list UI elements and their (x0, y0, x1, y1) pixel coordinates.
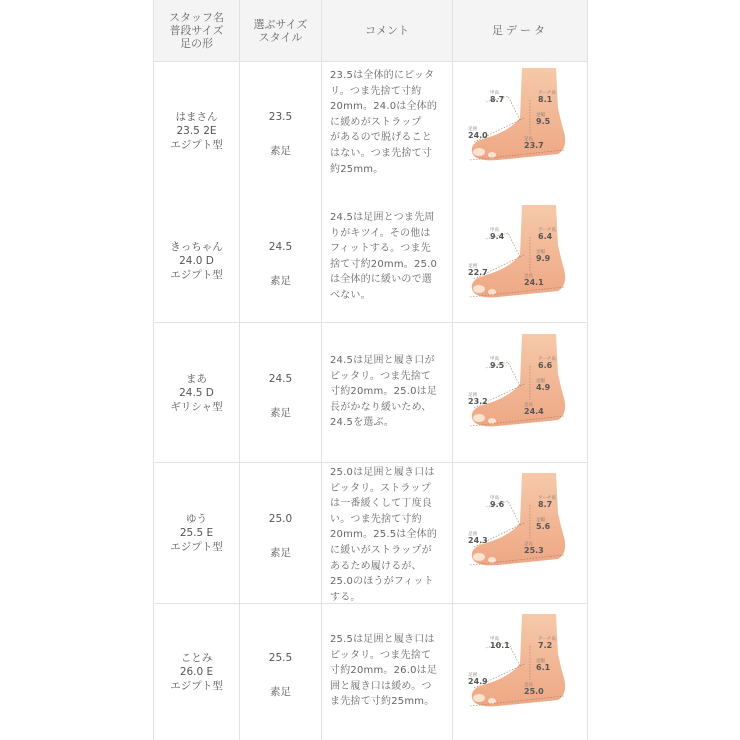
comment-line: 約25mm。 (330, 163, 384, 175)
measurement-label: アーチ高 (538, 357, 556, 362)
comment-line: 25.0のほうがフィット (330, 576, 434, 588)
comment-line: ピッタリ。つま先捨て (330, 370, 432, 382)
measurement-label: 甲高 (490, 357, 499, 362)
measurement-label: 甲高 (490, 637, 499, 642)
comment-line: 25.5は足囲と履き口は (330, 634, 435, 645)
measurement-value: 23.7 (524, 141, 544, 150)
measurement-value: 24.1 (524, 278, 544, 287)
comment-text (330, 353, 448, 431)
measurement-label: 甲高 (490, 228, 499, 233)
comment-line: リ。つま先捨て寸約 (330, 85, 422, 97)
foot-silhouette (472, 205, 565, 297)
measurement-value: 5.6 (536, 522, 551, 531)
measurement-value: 24.3 (468, 536, 488, 545)
measurement-value: 6.4 (538, 232, 553, 241)
measurement-value: 9.4 (490, 232, 505, 241)
comment-line: りがキツイ。その他は (330, 227, 431, 239)
measurement-label: 甲高 (490, 496, 499, 501)
measurement-value: 8.7 (490, 95, 505, 104)
staff-cell (154, 62, 239, 200)
style-label: 素足 (270, 275, 291, 287)
foot-diagram (464, 614, 579, 709)
chosen-size: 24.5 (268, 372, 293, 385)
measurement-value: 8.1 (538, 95, 553, 104)
toenail-shape (473, 553, 485, 561)
comment-line: があるので脱げること (330, 132, 432, 144)
staff-cell (154, 323, 239, 462)
foot-silhouette (472, 473, 565, 565)
measurement-value: 6.6 (538, 361, 553, 370)
foot-diagram (464, 68, 579, 163)
column-divider (452, 0, 453, 740)
measurement-label: 足長 (524, 403, 533, 408)
staff-cell (154, 200, 239, 322)
header-comment: コメント (365, 24, 409, 37)
column-divider (321, 0, 322, 740)
measurement-value: 8.7 (538, 500, 553, 509)
staff-name: ゆう (186, 513, 207, 525)
staff-usual: 25.5 E (179, 527, 214, 539)
measurement-value: 7.2 (538, 641, 553, 650)
comment-line: 25.0は足囲と履き口は (330, 467, 435, 478)
staff-name: まあ (185, 372, 207, 385)
header-size-line: 選ぶサイズ (253, 17, 308, 31)
measurement-value: 9.9 (536, 254, 551, 263)
header-staff-line: 足の形 (180, 37, 213, 50)
comment-line: はない。つま先捨て寸 (330, 147, 432, 159)
toenail-shape (473, 148, 485, 156)
measurement-label: 足長 (524, 274, 533, 279)
comment-line: 24.5を選ぶ。 (330, 417, 395, 429)
comment-line: 長がかなり緩いため、 (330, 401, 432, 413)
comment-line: ピッタリ。つま先捨て (330, 649, 432, 661)
foot-silhouette (472, 68, 565, 160)
comment-line: い。つま先捨て寸約 (330, 513, 422, 525)
comment-line: は全体的に緩いので選 (330, 274, 432, 286)
chosen-size: 25.5 (268, 652, 293, 664)
toenail-shape (473, 414, 485, 422)
header-staff (154, 0, 239, 61)
measurement-value: 4.9 (536, 383, 551, 392)
chosen-size: 23.5 (268, 111, 293, 123)
measurement-value: 10.1 (490, 641, 510, 650)
measurement-label: 足囲 (468, 673, 477, 678)
header-foot-data: 足データ (492, 24, 548, 37)
chosen-size: 25.0 (268, 513, 293, 525)
measurement-value: 24.0 (468, 131, 488, 140)
header-staff-line: スタッフ名 (169, 11, 224, 24)
measurement-label: 足幅 (536, 113, 545, 118)
table-header (154, 0, 587, 61)
staff-usual: 26.0 E (179, 666, 214, 678)
comment-line: 24.5は足囲とつま先周 (330, 212, 435, 223)
comment-line: あるため履けるが、 (330, 560, 422, 572)
staff-shape: エジプト型 (170, 139, 223, 151)
comment-line: に緩いがストラップが (330, 544, 432, 556)
comment-text (330, 210, 448, 304)
staff-shape: エジプト型 (170, 269, 223, 281)
staff-shape: エジプト型 (170, 541, 223, 553)
comment-line: 20mm。25.5は全体的 (330, 529, 438, 541)
measurement-value: 24.4 (524, 407, 544, 416)
measurement-label: 足幅 (536, 659, 545, 664)
measurement-label: 甲高 (490, 91, 499, 96)
style-label: 素足 (270, 547, 291, 559)
comment-text (330, 632, 448, 710)
comment-text (330, 68, 448, 177)
foot-diagram (464, 205, 579, 300)
staff-size-table (153, 0, 588, 740)
staff-shape: ギリシャ型 (170, 400, 223, 413)
measurement-label: 足長 (524, 137, 533, 142)
foot-diagram (464, 334, 579, 429)
staff-name: はまさん (175, 111, 218, 123)
comment-line: ま先捨て寸約25mm。 (330, 696, 435, 708)
measurement-label: 足囲 (468, 532, 477, 537)
style-label: 素足 (270, 686, 291, 698)
comment-line: べない。 (330, 289, 371, 301)
measurement-value: 9.5 (490, 361, 505, 370)
comment-line: に緩めがストラップ (330, 116, 422, 128)
header-staff-line: 普段サイズ (169, 24, 224, 37)
measurement-label: アーチ高 (538, 637, 556, 642)
staff-cell (154, 463, 239, 603)
measurement-value: 23.2 (468, 397, 488, 406)
comment-line: 20mm。24.0は全体的 (330, 101, 438, 113)
style-label: 素足 (270, 145, 291, 157)
measurement-value: 9.5 (536, 117, 551, 126)
measurement-label: アーチ高 (538, 496, 556, 501)
comment-line: 寸約20mm。26.0は足 (330, 665, 438, 677)
measurement-value: 25.3 (524, 546, 544, 555)
staff-usual: 23.5 2E (176, 125, 217, 137)
comment-line: 寸約20mm。25.0は足 (330, 386, 438, 398)
foot-silhouette (472, 614, 565, 706)
measurement-label: 足長 (524, 542, 533, 547)
comment-line: は一番緩くして丁度良 (330, 498, 432, 510)
toenail-shape (473, 285, 485, 293)
foot-silhouette (472, 334, 565, 426)
comment-line: する。 (330, 591, 361, 603)
comment-line: ピッタリ。ストラップ (330, 482, 431, 494)
comment-line: 24.5は足囲と履き口が (330, 355, 435, 366)
measurement-value: 22.7 (468, 268, 488, 277)
staff-name: ことみ (180, 652, 213, 664)
staff-cell (154, 604, 239, 740)
measurement-label: 足長 (524, 683, 533, 688)
staff-usual: 24.0 D (179, 255, 214, 267)
comment-text (330, 465, 448, 605)
comment-line: 捨て寸約20mm。25.0 (330, 258, 438, 270)
comment-line: フィットする。つま先 (330, 243, 431, 255)
staff-usual: 24.5 D (179, 386, 214, 399)
foot-diagram (464, 473, 579, 568)
measurement-value: 24.9 (468, 677, 488, 686)
measurement-label: アーチ高 (538, 91, 556, 96)
style-label: 素足 (270, 406, 291, 419)
staff-name: きっちゃん (170, 241, 223, 253)
measurement-label: 足囲 (468, 127, 477, 132)
measurement-label: アーチ高 (538, 228, 556, 233)
measurement-value: 6.1 (536, 663, 551, 672)
measurement-label: 足囲 (468, 264, 477, 269)
measurement-label: 足幅 (536, 250, 545, 255)
measurement-value: 25.0 (524, 687, 544, 696)
toenail-shape (473, 694, 485, 702)
measurement-label: 足囲 (468, 393, 477, 398)
measurement-label: 足幅 (536, 379, 545, 384)
staff-shape: エジプト型 (170, 680, 223, 692)
comment-line: 囲と履き口は緩め。つ (330, 680, 432, 692)
header-size (240, 0, 321, 61)
measurement-value: 9.6 (490, 500, 505, 509)
chosen-size: 24.5 (268, 241, 293, 253)
header-size-line: スタイル (258, 30, 303, 44)
measurement-label: 足幅 (536, 518, 545, 523)
comment-line: 23.5は全体的にピッタ (330, 70, 435, 81)
